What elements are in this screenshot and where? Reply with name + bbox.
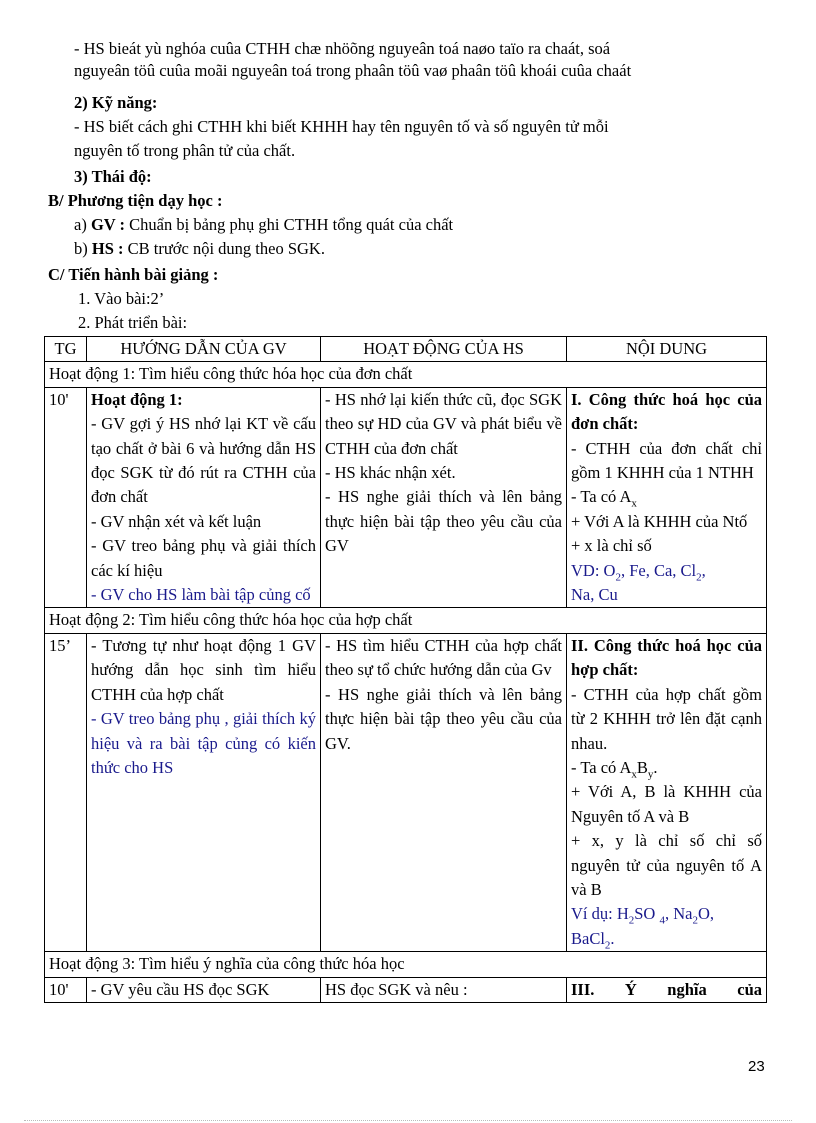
activity-1-row <box>45 387 767 608</box>
activity-2-hs-p1: - HS tìm hiểu CTHH của hợp chất theo sự tổ chức hướng dẫn của Gv <box>325 635 562 680</box>
activity-1-hs-p3: - HS nghe giải thích và lên bảng thực hiện bài tập theo yêu cầu của GV <box>325 487 562 556</box>
header-tg: TG <box>45 337 87 362</box>
activity-1-nd-p1: - CTHH của đơn chất chỉ gồm 1 KHHH của 1 NTHH <box>571 438 762 483</box>
section-b-heading: B/ Phương tiện dạy học : <box>48 191 223 210</box>
activity-2-gv-p1: - Tương tự như hoạt động 1 GV hướng dẫn học sinh tìm hiểu CTHH của hợp chất <box>91 635 316 704</box>
activity-2-tg: 15’ <box>45 633 87 951</box>
activity-3-gv <box>87 977 321 1002</box>
activity-1-title: Hoạt động 1: Tìm hiểu công thức hóa học của đơn chất <box>45 362 767 387</box>
activity-1-hs-p2: - HS khác nhận xét. <box>325 463 456 483</box>
activity-1-nd-p4: + x là chỉ số <box>571 536 652 556</box>
intro-line-1: - HS bieát yù nghóa cuûa CTHH chæ nhöõng nguyeân toá naøo taïo ra chaát, soá <box>74 39 611 58</box>
activity-1-nd-p2: - Ta có $A_x$ <box>571 487 637 510</box>
section-b-item-b: b) HS : CB trước nội dung theo SGK. <box>74 239 325 258</box>
activity-1-gv-p1: - GV gợi ý HS nhớ lại KT về cấu tạo chất ở bài 6 và hướng dẫn HS đọc SGK từ đó rút ra CTHH của đơn chất <box>91 414 316 507</box>
activity-3-row <box>45 977 767 1002</box>
activity-3-nd: III. Ý nghĩa của <box>567 977 767 1002</box>
activity-3-tg: 10' <box>45 977 87 1002</box>
header-nd: NỘI DUNG <box>567 337 767 362</box>
skills-heading: 2) Kỹ năng: <box>74 93 158 112</box>
activity-1-gv-p3: - GV treo bảng phụ và giải thích các kí hiệu <box>91 536 316 580</box>
activity-1-gv-p4: - GV cho HS làm bài tập củng cố <box>91 585 311 605</box>
activity-2-nd-example: Ví dụ: $H_2SO$ $_4$, $Na_2O$, BaCl$_2$. <box>571 904 715 952</box>
activity-1-title-row <box>45 362 767 387</box>
activity-3-hs-p1: HS đọc SGK và nêu : <box>325 979 468 999</box>
activity-1-tg: 10' <box>45 387 87 608</box>
activity-2-hs <box>321 633 567 951</box>
activity-1-nd-p3: + Với A là KHHH của Ntố <box>571 511 748 531</box>
header-hs: HOẠT ĐỘNG CỦA HS <box>321 337 567 362</box>
activity-3-hs <box>321 977 567 1002</box>
activity-1-hs-p1: - HS nhớ lại kiến thức cũ, đọc SGK theo sự HD của GV và phát biểu về CTHH của đơn chất <box>325 389 562 458</box>
activity-2-gv-p2: - GV treo bảng phụ , giải thích ký hiệu và ra bài tập củng có kiến thức cho HS <box>91 709 316 777</box>
section-c-item-2: 2. Phát triển bài: <box>78 313 188 332</box>
activity-1-nd-example: VD: $O_2$, Fe, Ca, $Cl_2$, Na, Cu <box>571 560 706 605</box>
activity-2-nd-p2: - Ta có $A_xB_y$. <box>571 757 658 781</box>
activity-1-gv-heading: Hoạt động 1: <box>91 389 183 409</box>
activity-2-nd-p3: + Với A, B là KHHH của Nguyên tố A và B <box>571 782 762 826</box>
attitude-heading: 3) Thái độ: <box>74 167 152 186</box>
table-header-row <box>45 337 767 362</box>
section-c-heading: C/ Tiến hành bài giảng : <box>48 265 219 284</box>
activity-2-gv <box>87 633 321 951</box>
activity-2-nd-p4: + x, y là chỉ số chỉ số nguyên tử của nguyên tố A và B <box>571 831 762 899</box>
section-b-item-a: a) GV : Chuẩn bị bảng phụ ghi CTHH tổng quát của chất <box>74 215 454 234</box>
header-gv: HƯỚNG DẪN CỦA GV <box>87 337 321 362</box>
activity-2-hs-p2: - HS nghe giải thích và lên bảng thực hiện bài tập theo yêu cầu của GV. <box>325 684 562 753</box>
activity-2-nd-p1: - CTHH của hợp chất gồm từ 2 KHHH trở lên đặt cạnh nhau. <box>571 684 762 753</box>
activity-2-nd <box>567 633 767 951</box>
activity-3-gv-p1: - GV yêu cầu HS đọc SGK <box>91 979 270 999</box>
activity-1-hs <box>321 387 567 608</box>
page-bottom-divider <box>24 1120 792 1121</box>
activity-3-title-row <box>45 952 767 977</box>
skills-line-2: nguyên tố trong phân tử của chất. <box>74 141 296 160</box>
activity-2-title-row <box>45 608 767 633</box>
activity-2-nd-heading: II. Công thức hoá học của hợp chất: <box>571 635 762 680</box>
activity-1-nd-heading: I. Công thức hoá học của đơn chất: <box>571 389 762 434</box>
page-number: 23 <box>748 1058 765 1075</box>
activity-1-gv <box>87 387 321 608</box>
activity-2-title: Hoạt động 2: Tìm hiểu công thức hóa học của hợp chất <box>45 608 767 633</box>
lesson-table <box>44 336 767 1003</box>
intro-line-2: nguyeân töû cuûa moãi nguyeân toá trong phaân töû vaø phaân töû khoái cuûa chaát <box>74 61 632 80</box>
section-c-item-1: 1. Vào bài:2’ <box>78 289 165 308</box>
activity-3-title: Hoạt động 3: Tìm hiểu ý nghĩa của công thức hóa học <box>45 952 767 977</box>
activity-1-gv-p2: - GV nhận xét và kết luận <box>91 511 262 531</box>
skills-line-1: - HS biết cách ghi CTHH khi biết KHHH hay tên nguyên tố và số nguyên tử mỗi <box>74 117 609 136</box>
activity-2-row <box>45 633 767 951</box>
activity-1-nd <box>567 387 767 608</box>
